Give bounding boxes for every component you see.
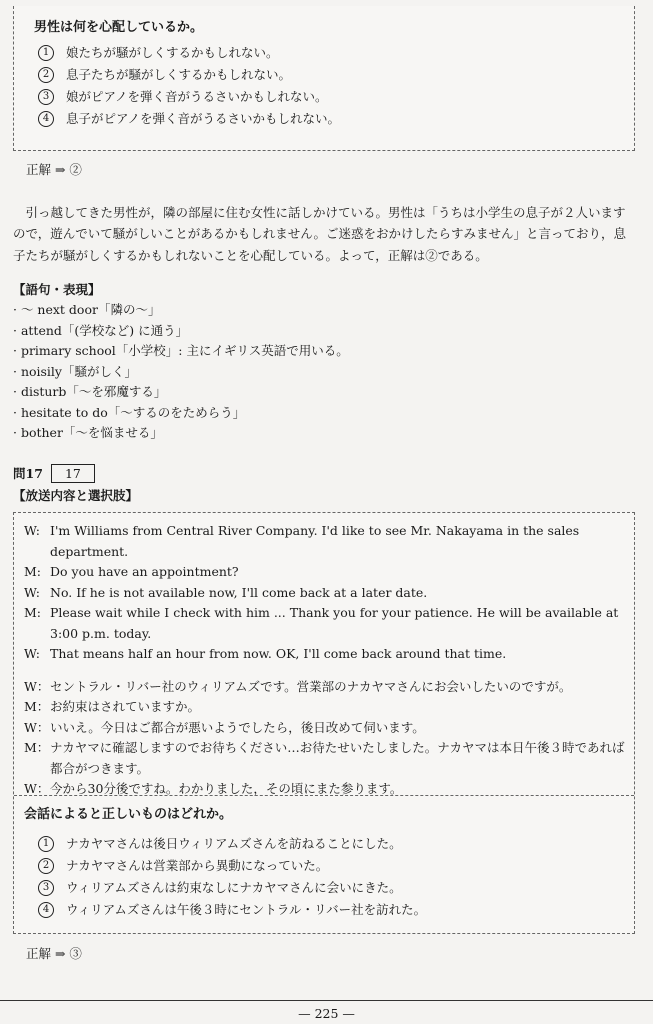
- speaker: W：: [24, 781, 50, 796]
- q17-option-3: [38, 877, 426, 899]
- option-text: 娘がピアノを弾く音がうるさいかもしれない。: [66, 89, 328, 105]
- option-text: 息子たちが騒がしくするかもしれない。: [66, 67, 292, 83]
- q17-answer: 正解 ⇒ ③: [26, 946, 82, 961]
- q16-option-2: [38, 64, 634, 86]
- line-text: ナカヤマに確認しますのでお待ちください…お待たせいたしました。ナカヤマは本日午後３時であれば都合がつきます。: [50, 740, 625, 776]
- line-text: No. If he is not available now, I'll come back at a later date.: [50, 584, 428, 600]
- vocab-item: · noisily「騒がしく」: [13, 363, 137, 379]
- option-number: 2: [38, 67, 54, 83]
- line-text: セントラル・リバー社のウィリアムズです。営業部のナカヤマさんにお会いしたいのですが。: [50, 678, 572, 694]
- question-16-box: [13, 6, 635, 151]
- vocab-item: · hesitate to do「～するのをためらう」: [13, 404, 246, 420]
- vocab-item: · primary school「小学校」: 主にイギリス英語で用いる。: [13, 343, 349, 358]
- option-text: ウィリアムズさんは午後３時にセントラル・リバー社を訪れた。: [66, 902, 427, 918]
- question-17-stem: 会話によると正しいものはどれか。: [24, 807, 233, 822]
- option-number: 3: [38, 880, 54, 896]
- line-text: お約束はされていますか。: [50, 699, 201, 714]
- vocab-item: · attend「(学校など) に通う」: [13, 322, 189, 338]
- footer-divider: [0, 1000, 653, 1001]
- speaker: W：: [24, 719, 50, 735]
- q17-heading: 【放送内容と選択肢】: [13, 488, 139, 503]
- speaker: M：: [24, 740, 50, 755]
- option-number: 4: [38, 902, 54, 918]
- page-number: — 225 —: [298, 1006, 355, 1021]
- line-text: 今から30分後ですね。わかりました，その頃にまた参ります。: [50, 781, 403, 796]
- dialog-english: [24, 521, 634, 665]
- line-text: That means half an hour from now. OK, I'll come back around that time.: [50, 646, 507, 661]
- speaker: M：: [24, 699, 50, 714]
- vocab-heading: 【語句・表現】: [13, 282, 101, 297]
- option-text: 息子がピアノを弾く音がうるさいかもしれない。: [66, 111, 341, 127]
- answer-box: 17: [51, 464, 95, 483]
- divider: [14, 795, 634, 796]
- option-text: ナカヤマさんは営業部から異動になっていた。: [66, 858, 329, 874]
- speaker: W：: [24, 678, 50, 694]
- dialog-line: [24, 521, 634, 562]
- speaker: W:: [24, 584, 40, 600]
- q17-options: [14, 833, 426, 921]
- dialog-line: [24, 677, 634, 698]
- vocab-item: · disturb「～を邪魔する」: [13, 384, 167, 399]
- option-number: 1: [38, 836, 54, 852]
- option-number: 1: [38, 45, 54, 61]
- line-text: Please wait while I check with him ... Thank you for your patience. He will be available at 3:00 p.m. today.: [50, 605, 619, 641]
- dialog-line: [24, 603, 634, 644]
- option-number: 4: [38, 111, 54, 127]
- vocab-list: [13, 300, 613, 444]
- dialog-line: [24, 738, 634, 779]
- dialog-line: [24, 562, 634, 583]
- option-text: ウィリアムズさんは約束なしにナカヤマさんに会いにきた。: [66, 880, 402, 896]
- speaker: W:: [24, 646, 40, 661]
- vocab-item: · ～ next door「隣の～」: [13, 302, 161, 317]
- q17-option-4: [38, 899, 426, 921]
- q17-option-1: [38, 833, 426, 855]
- speaker: M:: [24, 564, 42, 579]
- q16-explanation: 引っ越してきた男性が，隣の部屋に住む女性に話しかけている。男性は「うちは小学生の息子が２人いますので，遊んでいて騒がしいことがあるかもしれません。ご迷惑をおかけしたらすみません」と言っており，息子たちが騒がしくするかもしれないことを心配している。よって，正解は②である。: [13, 205, 627, 263]
- q16-option-3: [38, 86, 634, 108]
- q16-option-1: [38, 42, 634, 64]
- question-17-label: [13, 464, 95, 483]
- question-16-stem: 男性は何を心配しているか。: [34, 20, 204, 35]
- dialog-japanese: [24, 677, 634, 800]
- vocab-item: · bother「～を悩ませる」: [13, 425, 163, 440]
- line-text: いいえ。今日はご都合が悪いようでしたら，後日改めて伺います。: [50, 719, 425, 735]
- question-17-box: [13, 512, 635, 934]
- dialog-line: [24, 644, 634, 665]
- line-text: Do you have an appointment?: [50, 564, 239, 579]
- line-text: I'm Williams from Central River Company. I'd like to see Mr. Nakayama in the sales department.: [50, 523, 580, 559]
- dialog-line: [24, 779, 634, 800]
- option-text: ナカヤマさんは後日ウィリアムズさんを訪ねることにした。: [66, 836, 402, 852]
- option-number: 3: [38, 89, 54, 105]
- option-number: 2: [38, 858, 54, 874]
- q16-option-4: [38, 108, 634, 130]
- question-number: 問17: [13, 466, 43, 481]
- q16-answer: 正解 ⇒ ②: [26, 162, 82, 177]
- option-text: 娘たちが騒がしくするかもしれない。: [66, 45, 279, 61]
- q17-option-2: [38, 855, 426, 877]
- dialog-line: [24, 697, 634, 718]
- speaker: M:: [24, 605, 42, 620]
- dialog-line: [24, 583, 634, 604]
- speaker: W:: [24, 523, 40, 538]
- dialog-line: [24, 718, 634, 739]
